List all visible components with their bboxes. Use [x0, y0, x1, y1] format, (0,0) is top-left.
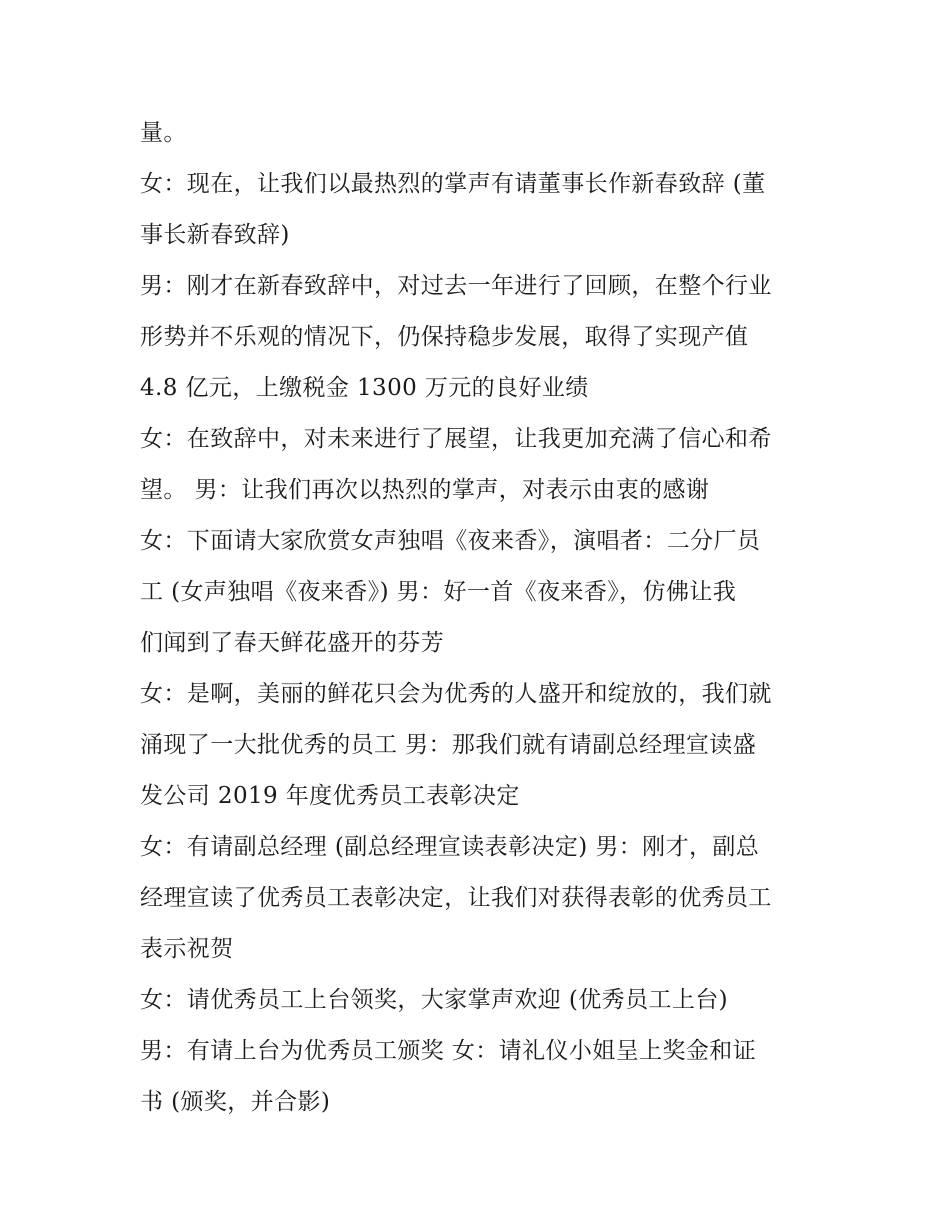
text-line: 涌现了一大批优秀的员工 男：那我们就有请副总经理宣读盛: [140, 732, 757, 758]
text-line: 男：有请上台为优秀员工颁奖 女：请礼仪小姐呈上奖金和证: [140, 1038, 757, 1064]
text-line: 发公司 2019 年度优秀员工表彰决定: [140, 783, 520, 809]
text-line: 望。 男：让我们再次以热烈的掌声，对表示由衷的感谢: [140, 477, 710, 503]
text-line: 书 (颁奖，并合影): [140, 1089, 331, 1115]
text-line: 女：有请副总经理 (副总经理宣读表彰决定) 男：刚才，副总: [140, 834, 760, 860]
script-text: [140, 108, 830, 1128]
text-line: 经理宣读了优秀员工表彰决定，让我们对获得表彰的优秀员工: [140, 885, 772, 911]
text-line: 女：在致辞中，对未来进行了展望，让我更加充满了信心和希: [140, 426, 772, 452]
text-line: 事长新春致辞): [140, 222, 290, 248]
text-line: 量。: [140, 120, 187, 146]
text-line: 女：现在，让我们以最热烈的掌声有请董事长作新春致辞 (董: [140, 171, 766, 197]
text-line: 形势并不乐观的情况下，仍保持稳步发展，取得了实现产值: [140, 324, 749, 350]
text-line: 工 (女声独唱《夜来香》) 男：好一首《夜来香》，仿佛让我: [140, 579, 737, 605]
text-line: 女：下面请大家欣赏女声独唱《夜来香》，演唱者：二分厂员: [140, 528, 761, 554]
text-line: 表示祝贺: [140, 936, 234, 962]
text-line: 男：刚才在新春致辞中，对过去一年进行了回顾，在整个行业: [140, 273, 772, 299]
text-line: 4.8 亿元，上缴税金 1300 万元的良好业绩: [140, 375, 589, 401]
text-line: 女：是啊，美丽的鲜花只会为优秀的人盛开和绽放的，我们就: [140, 681, 772, 707]
text-line: 们闻到了春天鲜花盛开的芬芳: [140, 630, 445, 656]
text-line: 女：请优秀员工上台领奖，大家掌声欢迎 (优秀员工上台): [140, 987, 729, 1013]
